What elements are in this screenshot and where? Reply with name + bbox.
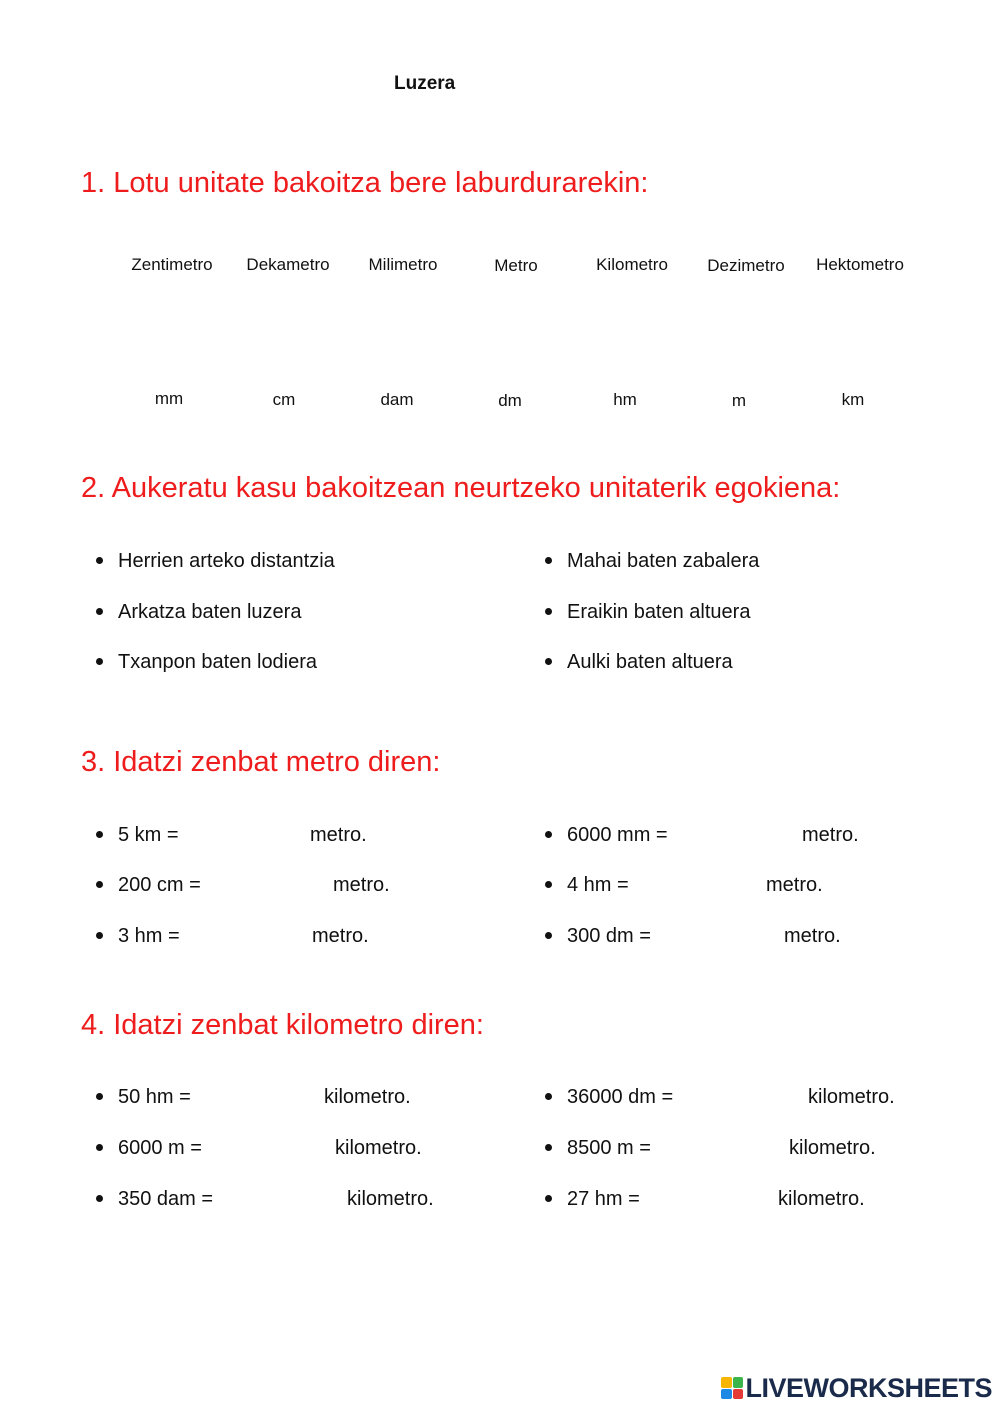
bullet-icon (545, 831, 552, 838)
bullet-icon (96, 831, 103, 838)
bullet-icon (545, 1195, 552, 1202)
bullet-icon (96, 1093, 103, 1100)
list-item: 6000 mm = (545, 824, 668, 847)
unit-abbreviation[interactable]: mm (154, 389, 184, 408)
logo-square (733, 1377, 744, 1388)
list-item: Herrien arteko distantzia (96, 550, 335, 573)
list-item: 200 cm = (96, 874, 201, 897)
unit-label: kilometro. (324, 1086, 411, 1108)
bullet-icon (96, 881, 103, 888)
unit-label: metro. (784, 925, 841, 947)
list-item: 36000 dm = (545, 1086, 673, 1109)
unit-word[interactable]: Metro (494, 256, 538, 275)
unit-word[interactable]: Dezimetro (707, 256, 785, 275)
unit-abbreviation[interactable]: hm (613, 390, 637, 409)
unit-label: metro. (333, 874, 390, 896)
section-4-heading: 4. Idatzi zenbat kilometro diren: (81, 1009, 484, 1041)
bullet-icon (545, 881, 552, 888)
list-item: Txanpon baten lodiera (96, 651, 317, 674)
list-item: 8500 m = (545, 1137, 651, 1160)
list-item: 27 hm = (545, 1188, 640, 1211)
list-item: 4 hm = (545, 874, 629, 897)
bullet-icon (96, 932, 103, 939)
section-3-heading: 3. Idatzi zenbat metro diren: (81, 746, 441, 778)
unit-abbreviation[interactable]: dm (498, 391, 522, 410)
list-item: 6000 m = (96, 1137, 202, 1160)
logo-square (721, 1377, 732, 1388)
brand-logo[interactable] (721, 1373, 992, 1403)
brand-name: LIVEWORKSHEETS (745, 1372, 992, 1403)
bullet-icon (545, 658, 552, 665)
page-title: Luzera (394, 73, 456, 94)
bullet-icon (96, 1195, 103, 1202)
unit-label: kilometro. (778, 1188, 865, 1210)
list-item: 5 km = (96, 824, 179, 847)
list-item: 300 dm = (545, 925, 651, 948)
bullet-icon (96, 557, 103, 564)
logo-icon (721, 1377, 743, 1399)
unit-label: metro. (766, 874, 823, 896)
bullet-icon (545, 1093, 552, 1100)
unit-label: kilometro. (808, 1086, 895, 1108)
bullet-icon (545, 608, 552, 615)
unit-label: kilometro. (789, 1137, 876, 1159)
bullet-icon (96, 658, 103, 665)
unit-word[interactable]: Dekametro (246, 255, 330, 274)
bullet-icon (545, 932, 552, 939)
section-1-heading: 1. Lotu unitate bakoitza bere laburdurarekin: (81, 167, 649, 199)
unit-abbreviation[interactable]: dam (380, 390, 414, 409)
bullet-icon (96, 1144, 103, 1151)
logo-square (721, 1389, 732, 1400)
bullet-icon (545, 1144, 552, 1151)
list-item: 3 hm = (96, 925, 180, 948)
unit-label: metro. (310, 824, 367, 846)
unit-word[interactable]: Zentimetro (131, 255, 213, 274)
unit-abbreviation[interactable]: cm (272, 390, 296, 409)
unit-label: metro. (802, 824, 859, 846)
unit-abbreviation[interactable]: m (731, 391, 747, 410)
unit-abbreviation[interactable]: km (841, 390, 865, 409)
unit-label: kilometro. (335, 1137, 422, 1159)
list-item: Mahai baten zabalera (545, 550, 759, 573)
list-item: 50 hm = (96, 1086, 191, 1109)
unit-label: metro. (312, 925, 369, 947)
section-2-heading: 2. Aukeratu kasu bakoitzean neurtzeko unitaterik egokiena: (81, 472, 841, 504)
unit-word[interactable]: Milimetro (368, 255, 438, 274)
list-item: Aulki baten altuera (545, 651, 733, 674)
unit-word[interactable]: Kilometro (596, 255, 668, 274)
unit-label: kilometro. (347, 1188, 434, 1210)
logo-square (733, 1389, 744, 1400)
bullet-icon (96, 608, 103, 615)
list-item: Arkatza baten luzera (96, 601, 301, 624)
unit-word[interactable]: Hektometro (816, 255, 904, 274)
list-item: Eraikin baten altuera (545, 601, 750, 624)
bullet-icon (545, 557, 552, 564)
list-item: 350 dam = (96, 1188, 213, 1211)
